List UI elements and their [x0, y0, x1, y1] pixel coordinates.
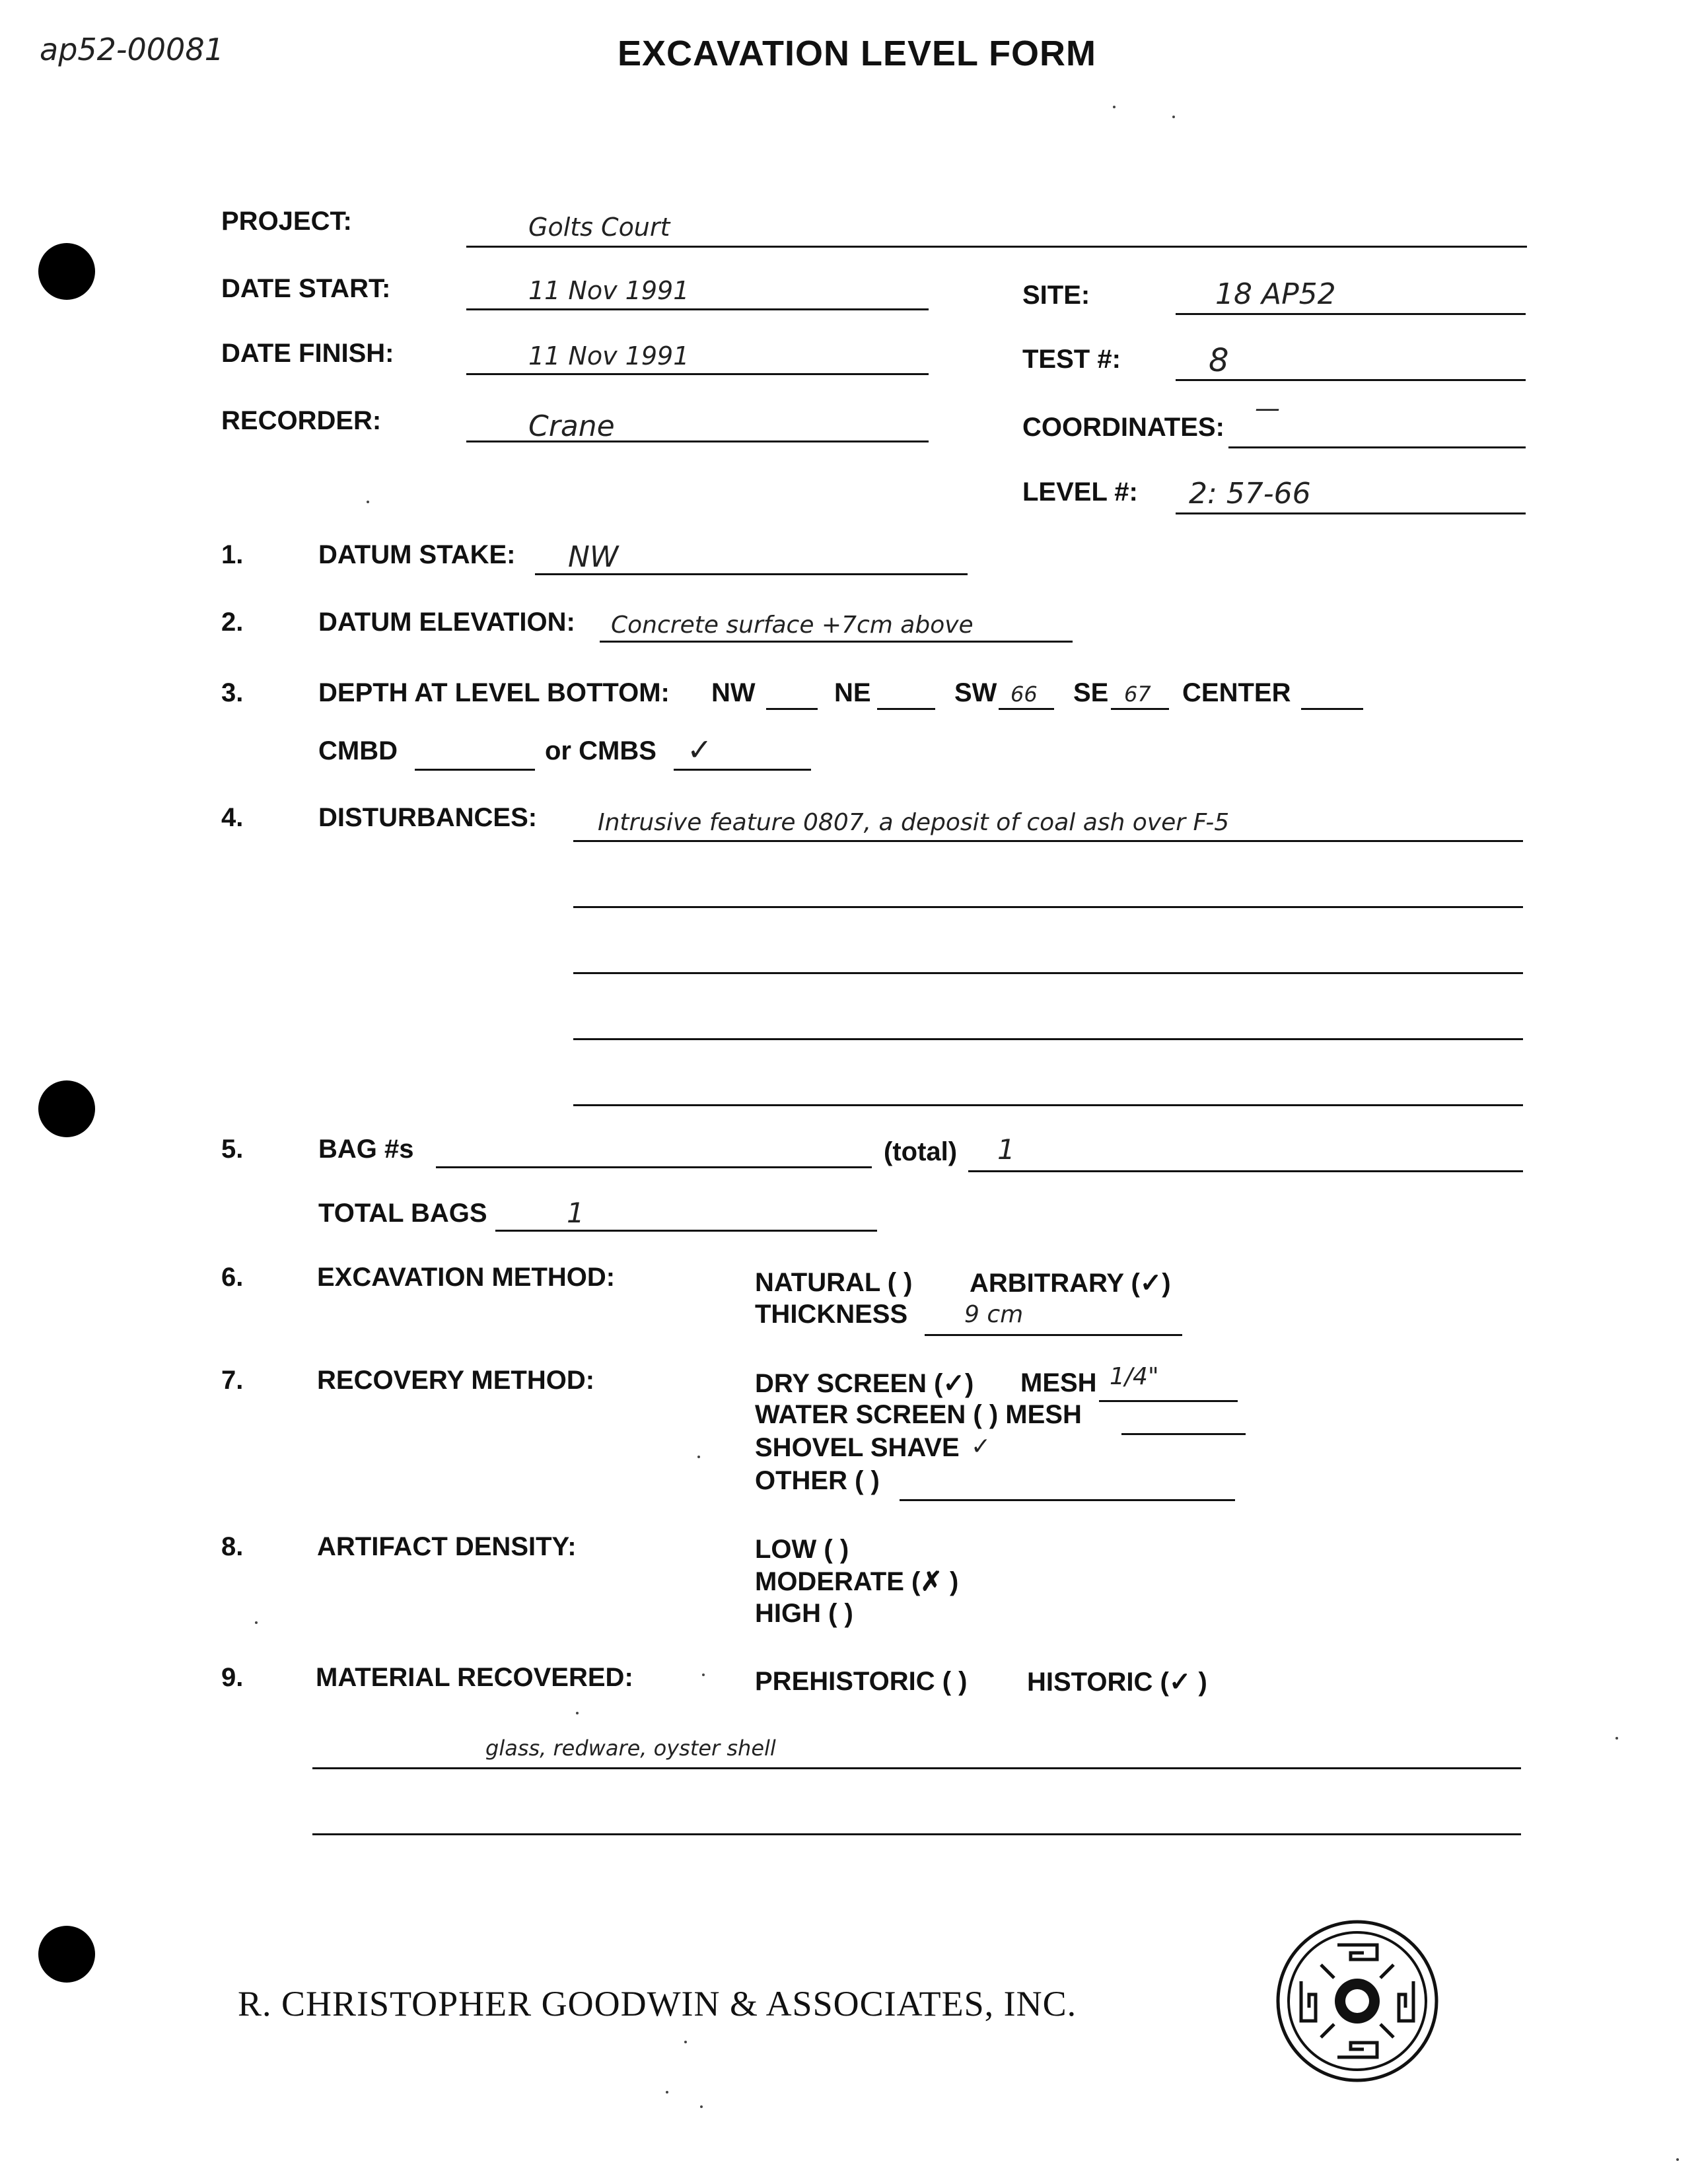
- date-start-value: 11 Nov 1991: [528, 276, 690, 305]
- total-bags-line: [495, 1230, 877, 1232]
- water-screen-option[interactable]: WATER SCREEN ( ) MESH: [755, 1400, 1082, 1429]
- mesh-label: MESH: [1020, 1368, 1097, 1397]
- dry-screen-option[interactable]: DRY SCREEN (✓): [755, 1369, 974, 1398]
- date-finish-value: 11 Nov 1991: [528, 341, 690, 370]
- excavation-method-label: EXCAVATION METHOD:: [317, 1263, 616, 1292]
- sw-line: [999, 708, 1054, 710]
- scan-speck: [697, 1456, 700, 1458]
- disturbances-value: Intrusive feature 0807, a deposit of coal ash over F-5: [598, 809, 1230, 836]
- artifact-density-label: ARTIFACT DENSITY:: [317, 1532, 577, 1561]
- ne-label: NE: [834, 678, 871, 707]
- coordinates-label: COORDINATES:: [1022, 413, 1224, 442]
- ne-line: [877, 708, 935, 710]
- item-6-number: 6.: [221, 1263, 244, 1292]
- bag-line: [436, 1166, 872, 1168]
- coordinates-line: [1228, 446, 1526, 448]
- historic-option[interactable]: HISTORIC (✓ ): [1027, 1668, 1207, 1697]
- low-option[interactable]: LOW ( ): [755, 1535, 849, 1564]
- other-line: [900, 1499, 1235, 1501]
- shovel-shave-value: ✓: [971, 1433, 991, 1460]
- prehistoric-option[interactable]: PREHISTORIC ( ): [755, 1667, 968, 1696]
- disturbances-line-1: [573, 840, 1523, 842]
- datum-elevation-value: Concrete surface +7cm above: [611, 612, 974, 639]
- disturbances-line-5: [573, 1104, 1523, 1106]
- se-value: 67: [1124, 682, 1151, 707]
- level-line: [1176, 512, 1526, 514]
- recorder-value: Crane: [528, 409, 615, 443]
- datum-elevation-label: DATUM ELEVATION:: [318, 608, 575, 637]
- disturbances-label: DISTURBANCES:: [318, 803, 538, 832]
- site-value: 18 AP52: [1215, 277, 1336, 311]
- scan-speck: [1615, 1737, 1618, 1740]
- material-recovered-label: MATERIAL RECOVERED:: [316, 1663, 633, 1692]
- item-7-number: 7.: [221, 1366, 244, 1395]
- item-5-number: 5.: [221, 1135, 244, 1164]
- datum-elevation-line: [600, 641, 1073, 643]
- recorder-label: RECORDER:: [221, 406, 382, 435]
- cmbd-line: [415, 769, 535, 771]
- date-finish-label: DATE FINISH:: [221, 339, 394, 368]
- datum-stake-label: DATUM STAKE:: [318, 540, 516, 569]
- material-value: glass, redware, oyster shell: [485, 1736, 776, 1761]
- scan-speck: [367, 501, 369, 503]
- scan-speck: [576, 1712, 579, 1714]
- level-value: 2: 57-66: [1189, 477, 1311, 511]
- scan-speck: [255, 1621, 258, 1624]
- recovery-method-label: RECOVERY METHOD:: [317, 1366, 595, 1395]
- high-option[interactable]: HIGH ( ): [755, 1599, 853, 1628]
- test-label: TEST #:: [1022, 345, 1121, 374]
- bag-label: BAG #s: [318, 1135, 414, 1164]
- scan-speck: [1676, 2158, 1679, 2161]
- arbitrary-option[interactable]: ARBITRARY (✓): [970, 1269, 1171, 1298]
- cmbs-line: [674, 769, 811, 771]
- disturbances-line-3: [573, 972, 1523, 974]
- item-4-number: 4.: [221, 803, 244, 832]
- water-mesh-line: [1121, 1433, 1246, 1435]
- nw-line: [766, 708, 818, 710]
- site-label: SITE:: [1022, 281, 1090, 310]
- total-bags-label: TOTAL BAGS: [318, 1199, 487, 1228]
- disturbances-line-2: [573, 906, 1523, 908]
- test-line: [1176, 379, 1526, 381]
- item-1-number: 1.: [221, 540, 244, 569]
- item-3-number: 3.: [221, 678, 244, 707]
- punch-hole-bottom: [38, 1926, 95, 1983]
- center-label: CENTER: [1182, 678, 1291, 707]
- disturbances-line-4: [573, 1038, 1523, 1040]
- other-option[interactable]: OTHER ( ): [755, 1466, 880, 1495]
- form-title: EXCAVATION LEVEL FORM: [618, 34, 1097, 73]
- total-label: (total): [884, 1137, 958, 1166]
- cmbs-value: ✓: [687, 732, 713, 767]
- se-line: [1111, 708, 1169, 710]
- level-label: LEVEL #:: [1022, 477, 1138, 507]
- total-line: [968, 1170, 1523, 1172]
- mesh-value: 1/4": [1110, 1363, 1159, 1390]
- total-bags-value: 1: [567, 1197, 585, 1229]
- scan-speck: [1172, 116, 1175, 118]
- date-finish-line: [466, 373, 929, 375]
- center-line: [1301, 708, 1363, 710]
- cmbd-label: CMBD: [318, 736, 398, 765]
- thickness-line: [925, 1334, 1182, 1336]
- scan-speck: [700, 2105, 703, 2108]
- project-line: [466, 246, 1527, 248]
- item-9-number: 9.: [221, 1663, 244, 1692]
- datum-stake-value: NW: [568, 540, 619, 574]
- depth-label: DEPTH AT LEVEL BOTTOM:: [318, 678, 670, 707]
- test-value: 8: [1209, 342, 1229, 379]
- scan-speck: [702, 1673, 705, 1676]
- company-logo-icon: [1275, 1919, 1440, 2084]
- document-id: ap52-00081: [40, 32, 224, 67]
- coordinates-value: —: [1255, 394, 1280, 423]
- nw-label: NW: [711, 678, 756, 707]
- sw-value: 66: [1011, 682, 1038, 707]
- project-value: Golts Court: [528, 213, 670, 242]
- project-label: PROJECT:: [221, 207, 352, 236]
- cmbs-label: or CMBS: [545, 736, 656, 765]
- shovel-shave-option[interactable]: SHOVEL SHAVE: [755, 1433, 960, 1462]
- datum-stake-line: [535, 573, 968, 575]
- punch-hole-top: [38, 243, 95, 300]
- mesh-line: [1099, 1400, 1238, 1402]
- moderate-option[interactable]: MODERATE (✗ ): [755, 1567, 959, 1596]
- recorder-line: [466, 440, 929, 442]
- scan-speck: [684, 2041, 687, 2043]
- scan-speck: [1113, 106, 1116, 108]
- material-line-1: [312, 1767, 1521, 1769]
- company-name: R. CHRISTOPHER GOODWIN & ASSOCIATES, INC.: [238, 1984, 1077, 2024]
- date-start-line: [466, 308, 929, 310]
- punch-hole-middle: [38, 1080, 95, 1137]
- material-line-2: [312, 1833, 1521, 1835]
- date-start-label: DATE START:: [221, 274, 391, 303]
- natural-option[interactable]: NATURAL ( ): [755, 1268, 913, 1297]
- item-2-number: 2.: [221, 608, 244, 637]
- item-8-number: 8.: [221, 1532, 244, 1561]
- thickness-value: 9 cm: [964, 1301, 1024, 1328]
- sw-label: SW: [954, 678, 997, 707]
- thickness-label: THICKNESS: [755, 1300, 908, 1329]
- scan-speck: [666, 2091, 668, 2094]
- site-line: [1176, 313, 1526, 315]
- se-label: SE: [1073, 678, 1109, 707]
- total-value: 1: [997, 1133, 1015, 1166]
